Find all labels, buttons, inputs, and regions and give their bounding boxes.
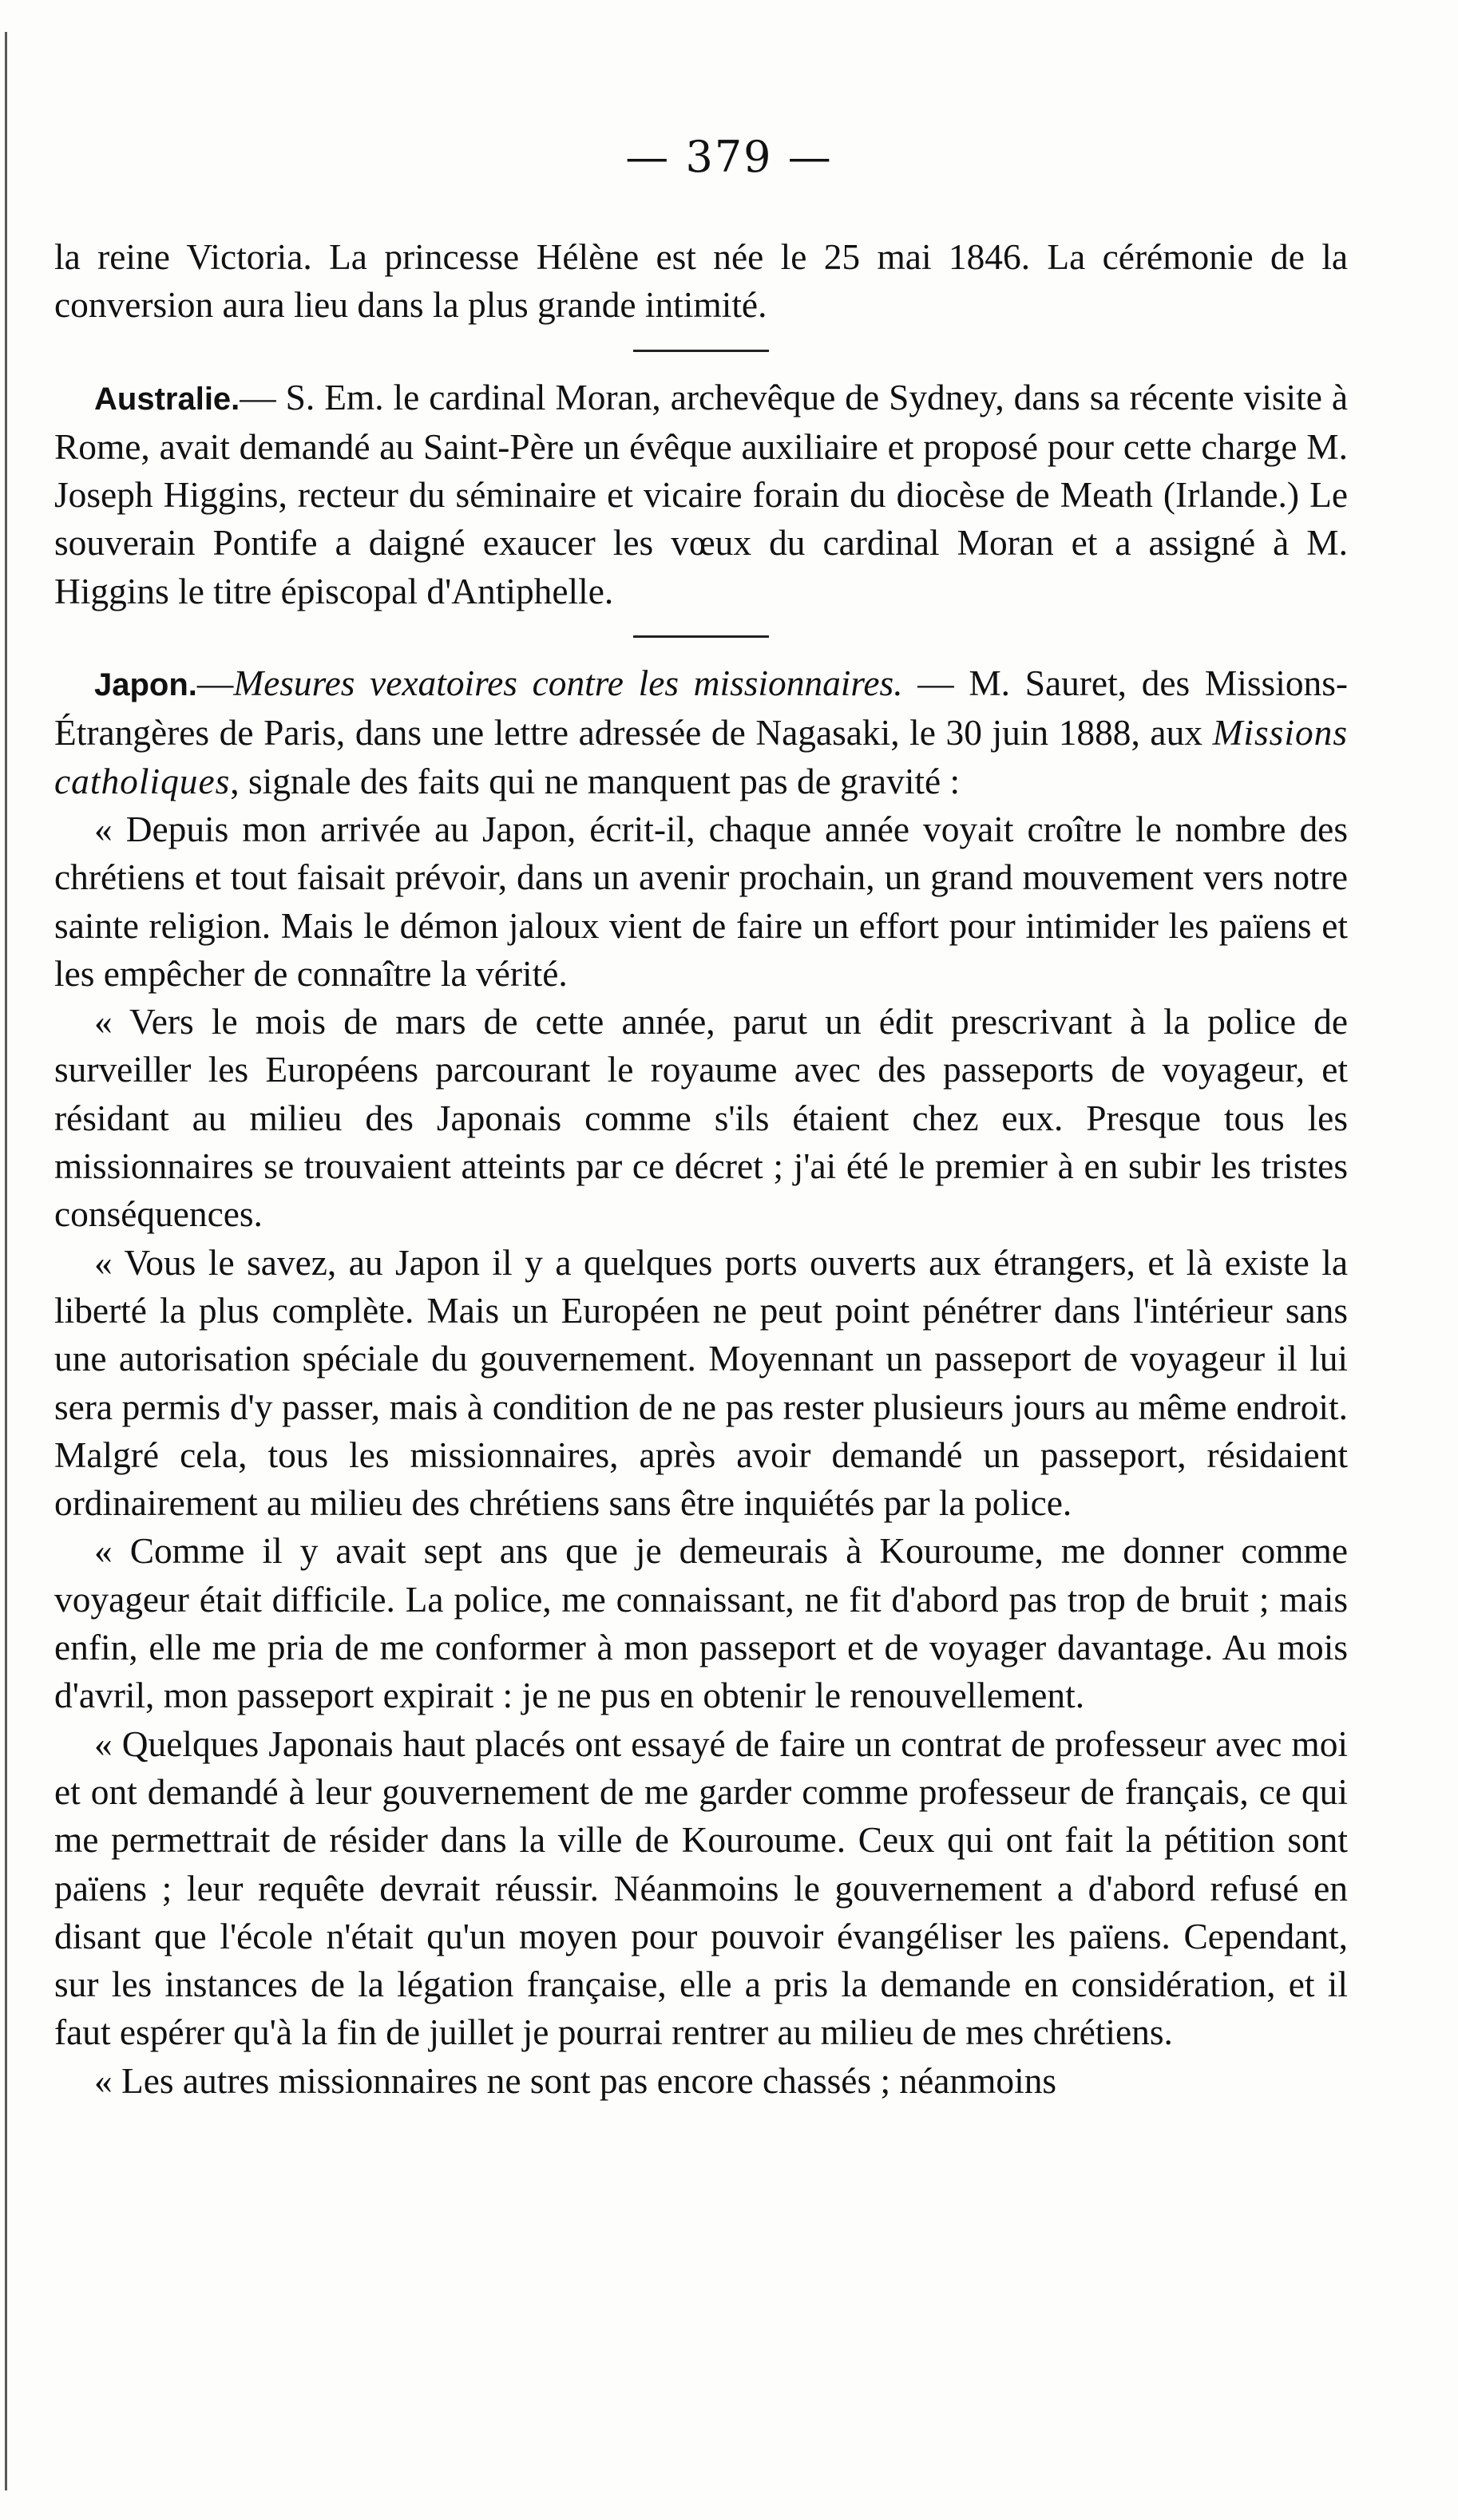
letter-paragraph-2: « Vers le mois de mars de cette année, parut un édit prescrivant à la police de surveiller les Européens parcourant le royaume avec des passeports de voyageur, et résidant au milieu des Japonais comme s'ils étaient chez eux. Presque tous les missionnaires se trouvaient atteints par ce décret ; j'ai été le premier à en subir les tristes conséquences.: [54, 1002, 1348, 1235]
japon-heading: Japon.: [94, 667, 197, 703]
japon-dash: —: [196, 663, 234, 704]
letter-paragraph-3: « Vous le savez, au Japon il y a quelques ports ouverts aux étrangers, et là existe la liberté la plus complète. Mais un Européen ne peut point pénétrer dans l'intérieur sans une autorisation spéciale du gouvernement. Moyennant un passeport de voyageur il lui sera permis d'y passer, mais à condition de ne pas rester plusieurs jours au même endroit. Malgré cela, tous les missionnaires, après avoir demandé un passeport, résidaient ordinairement au milieu des chrétiens sans être inquiétés par la police.: [54, 1242, 1348, 1524]
page-edge-rule: [5, 32, 7, 2490]
letter-paragraph-1: « Depuis mon arrivée au Japon, écrit-il, chaque année voyait croître le nombre des chrétiens et tout faisait prévoir, dans un avenir prochain, un grand mouvement vers notre sainte religion. Mais le démon jaloux vient de faire un effort pour intimider les païens et les empêcher de connaître la vérité.: [54, 809, 1348, 994]
australie-heading: Australie.: [94, 381, 240, 417]
japon-lead-paragraph: [54, 659, 1348, 805]
journal-title: Missions catholiques: [54, 713, 1348, 801]
japon-lead-2: , signale des faits qui ne manquent pas de gravité :: [230, 761, 961, 801]
section-separator: [633, 635, 769, 638]
body-text: [54, 233, 1348, 2105]
letter-paragraph-6: « Les autres missionnaires ne sont pas encore chassés ; néanmoins: [94, 2060, 1057, 2101]
australie-paragraph: [54, 374, 1348, 615]
australie-body: — S. Em. le cardinal Moran, archevêque de Sydney, dans sa récente visite à Rome, avait demandé au Saint-Père un évêque auxiliaire et proposé pour cette charge M. Joseph Higgins, recteur du séminaire et vicaire forain du diocèse de Meath (Irlande.) Le souverain Pontife a daigné exaucer les vœux du cardinal Moran et a assigné à M. Higgins le titre épiscopal d'Antiphelle.: [54, 377, 1348, 611]
page-number: — 379 —: [625, 132, 833, 182]
japon-subtitle: Mesures vexatoires contre les missionnaires.: [233, 663, 903, 704]
japon-lead-1: — M. Sauret, des Missions-Étrangères de Paris, dans une lettre adressée de Nagasaki, le 30 juin 1888, aux: [54, 663, 1348, 754]
letter-paragraph-4: « Comme il y avait sept ans que je demeurais à Kouroume, me donner comme voyageur était difficile. La police, me connaissant, ne fit d'abord pas trop de bruit ; mais enfin, elle me pria de me conformer à mon passeport et de voyager davantage. Au mois d'avril, mon passeport expirait : je ne pus en obtenir le renouvellement.: [54, 1531, 1348, 1716]
letter-paragraph-5: « Quelques Japonais haut placés ont essayé de faire un contrat de professeur avec moi et ont demandé à leur gouvernement de me garder comme professeur de français, ce qui me permettrait de résider dans la ville de Kouroume. Ceux qui ont fait la pétition sont païens ; leur requête devrait réussir. Néanmoins le gouvernement a d'abord refusé en disant que l'école n'était qu'un moyen pour pouvoir évangéliser les païens. Cependant, sur les instances de la légation française, elle a pris la demande en considération, et il faut espérer qu'à la fin de juillet je pourrai rentrer au milieu de mes chrétiens.: [54, 1723, 1348, 2053]
section-separator: [633, 350, 769, 352]
intro-paragraph: la reine Victoria. La princesse Hélène est née le 25 mai 1846. La cérémonie de la conversion aura lieu dans la plus grande intimité.: [54, 237, 1348, 326]
